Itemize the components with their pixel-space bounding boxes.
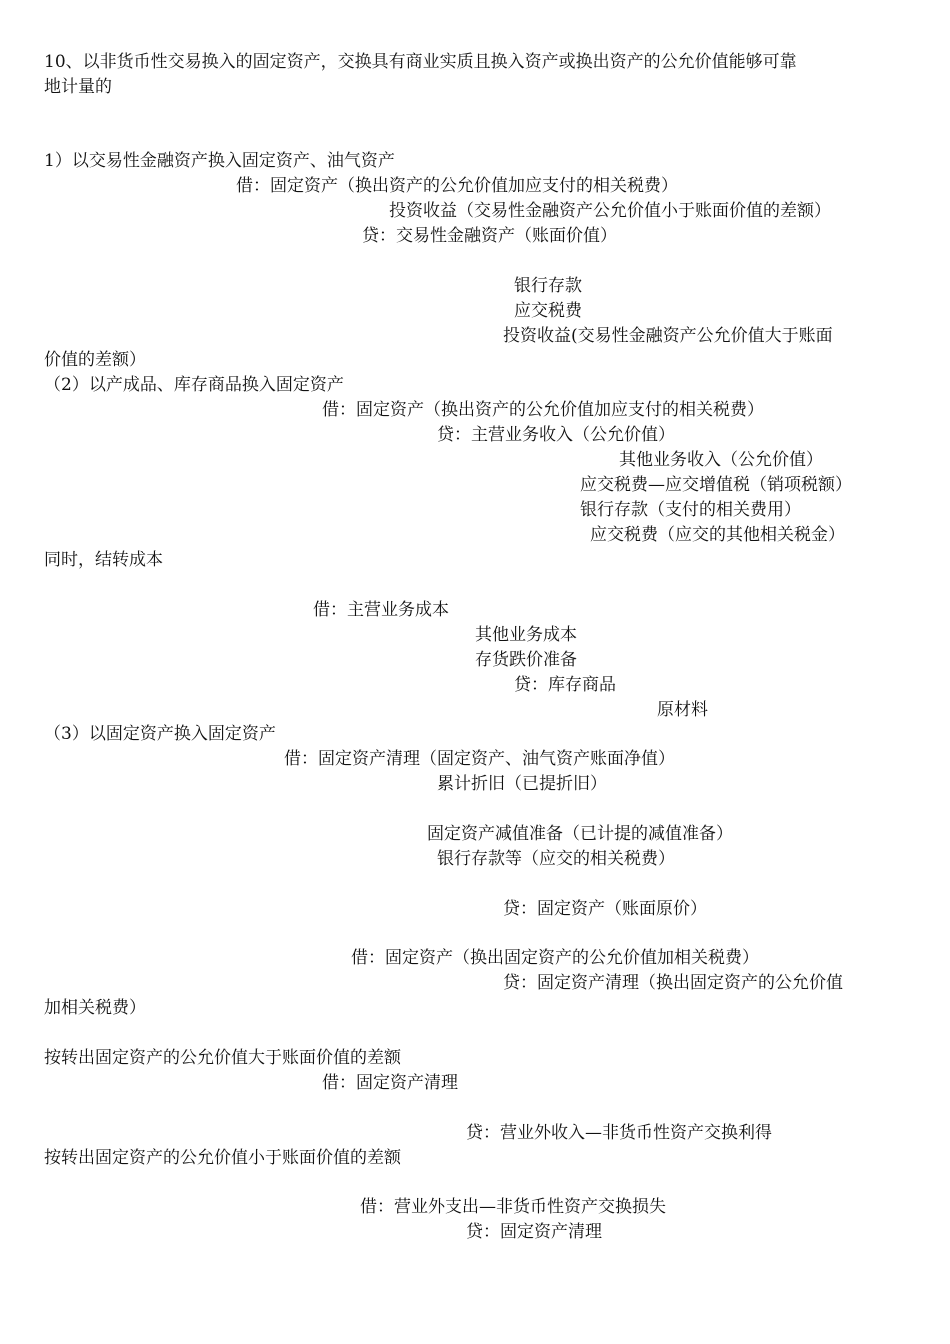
section1-debit-2: 投资收益（交易性金融资产公允价值小于账面价值的差额） bbox=[389, 201, 831, 221]
section3-loss-credit: 贷：固定资产清理 bbox=[466, 1222, 602, 1242]
section2-cost-debit-1: 借：主营业务成本 bbox=[313, 600, 449, 620]
section2-cost-debit-2: 其他业务成本 bbox=[475, 625, 577, 645]
section1-credit-3: 应交税费 bbox=[514, 301, 582, 321]
section3-debit-5: 借：固定资产（换出固定资产的公允价值加相关税费） bbox=[351, 948, 759, 968]
section3-debit-2: 累计折旧（已提折旧） bbox=[437, 774, 607, 794]
section2-cost-debit-3: 存货跌价准备 bbox=[475, 650, 577, 670]
section1-credit-4a: 投资收益(交易性金融资产公允价值大于账面 bbox=[503, 326, 833, 346]
heading-line-1: 10、以非货币性交易换入的固定资产，交换具有商业实质且换入资产或换出资产的公允价值能够可靠 bbox=[44, 52, 797, 72]
section2-credit-3: 应交税费—应交增值税（销项税额） bbox=[580, 475, 852, 495]
section2-credit-5: 应交税费（应交的其他相关税金） bbox=[590, 525, 845, 545]
section1-credit-1: 贷：交易性金融资产（账面价值） bbox=[362, 226, 617, 246]
section3-gain-note: 按转出固定资产的公允价值大于账面价值的差额 bbox=[44, 1048, 401, 1068]
section2-credit-2: 其他业务收入（公允价值） bbox=[619, 450, 823, 470]
section3-loss-debit: 借：营业外支出—非货币性资产交换损失 bbox=[360, 1197, 666, 1217]
section1-credit-2: 银行存款 bbox=[514, 276, 582, 296]
heading-line-2: 地计量的 bbox=[44, 77, 112, 97]
section2-meanwhile: 同时，结转成本 bbox=[44, 550, 163, 570]
section3-debit-4: 银行存款等（应交的相关税费） bbox=[437, 849, 675, 869]
section3-title: （3）以固定资产换入固定资产 bbox=[44, 724, 276, 744]
section3-debit-3: 固定资产减值准备（已计提的减值准备） bbox=[427, 824, 733, 844]
section2-cost-credit-1: 贷：库存商品 bbox=[514, 675, 616, 695]
section1-debit-1: 借：固定资产（换出资产的公允价值加应支付的相关税费） bbox=[236, 176, 678, 196]
section1-title: 1）以交易性金融资产换入固定资产、油气资产 bbox=[44, 151, 395, 171]
section3-credit-2b: 加相关税费） bbox=[44, 998, 146, 1018]
section3-credit-2a: 贷：固定资产清理（换出固定资产的公允价值 bbox=[503, 973, 843, 993]
section3-debit-1: 借：固定资产清理（固定资产、油气资产账面净值） bbox=[284, 749, 675, 769]
section2-credit-4: 银行存款（支付的相关费用） bbox=[580, 500, 801, 520]
section2-title: （2）以产成品、库存商品换入固定资产 bbox=[44, 375, 344, 395]
section2-debit-1: 借：固定资产（换出资产的公允价值加应支付的相关税费） bbox=[322, 400, 764, 420]
section2-cost-credit-2: 原材料 bbox=[657, 700, 708, 720]
section3-loss-note: 按转出固定资产的公允价值小于账面价值的差额 bbox=[44, 1148, 401, 1168]
section3-credit-1: 贷：固定资产（账面原价） bbox=[503, 899, 707, 919]
section3-gain-credit: 贷：营业外收入—非货币性资产交换利得 bbox=[466, 1123, 772, 1143]
section3-gain-debit: 借：固定资产清理 bbox=[322, 1073, 458, 1093]
section1-credit-4b: 价值的差额） bbox=[44, 350, 146, 370]
section2-credit-1: 贷：主营业务收入（公允价值） bbox=[437, 425, 675, 445]
